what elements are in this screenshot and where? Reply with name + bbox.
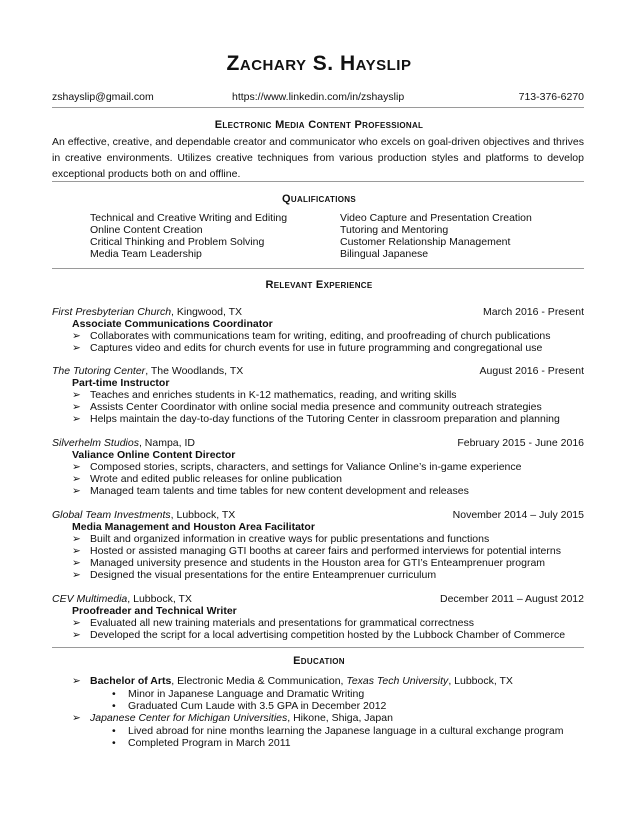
resume-name: Zachary S. Hayslip <box>226 52 412 75</box>
job-role: Media Management and Houston Area Facilitator <box>72 521 315 533</box>
summary-text: An effective, creative, and dependable creator and communicator who excels on goal-driven objectives and thrives in creative environments. Utilizes creative techniques from various production styles and platforms to develop exceptional products both on and offline. <box>52 136 584 180</box>
education-title: Education <box>293 655 345 667</box>
job-dates: December 2011 – August 2012 <box>440 593 584 605</box>
contact-linkedin: https://www.linkedin.com/in/zshayslip <box>232 91 405 103</box>
program-location: , Hikone, Shiga, Japan <box>287 712 393 724</box>
divider <box>52 181 584 182</box>
job-org: CEV Multimedia <box>52 593 128 605</box>
job-employer <box>52 306 242 318</box>
education-subitem-text: Graduated Cum Laude with 3.5 GPA in December 2012 <box>128 700 387 712</box>
arrow-bullet-icon: ➢ <box>72 712 81 724</box>
bullet-dot-icon: • <box>112 688 116 700</box>
job-org: Silverhelm Studios <box>52 437 139 449</box>
arrow-bullet-icon: ➢ <box>72 617 81 629</box>
education-subitem-text: Lived abroad for nine months learning the Japanese language in a cultural exchange program <box>128 725 564 737</box>
summary-title: Electronic Media Content Professional <box>214 119 424 131</box>
degree-location: , Lubbock, TX <box>448 675 513 687</box>
qualification-item: Technical and Creative Writing and Editing <box>90 212 288 224</box>
job-employer <box>52 593 192 605</box>
job-bullet <box>72 533 489 545</box>
program-name: Japanese Center for Michigan Universities <box>90 712 288 724</box>
job-bullet <box>72 629 565 641</box>
job-bullet <box>72 617 474 629</box>
arrow-bullet-icon: ➢ <box>72 461 81 473</box>
contact-phone: 713-376-6270 <box>518 91 584 103</box>
job-location: , Lubbock, TX <box>127 593 192 605</box>
qualification-item: Media Team Leadership <box>90 248 202 260</box>
job-employer <box>52 437 195 449</box>
qualification-item: Customer Relationship Management <box>340 236 511 248</box>
job-bullet <box>72 473 342 485</box>
job-org: First Presbyterian Church <box>52 306 172 318</box>
arrow-bullet-icon: ➢ <box>72 675 81 687</box>
qualification-item: Tutoring and Mentoring <box>340 224 449 236</box>
qualification-item: Online Content Creation <box>90 224 203 236</box>
job-bullet-text: Evaluated all new training materials and presentations for grammatical correctness <box>90 617 475 629</box>
job-org: Global Team Investments <box>52 509 171 521</box>
education-subitem-text: Minor in Japanese Language and Dramatic Writing <box>128 688 365 700</box>
divider <box>52 107 584 108</box>
education-subitem-text: Completed Program in March 2011 <box>128 737 291 749</box>
experience-title: Relevant Experience <box>265 279 373 291</box>
education-subitem <box>112 725 563 737</box>
job-dates: August 2016 - Present <box>479 365 584 377</box>
education-subitem <box>112 700 386 712</box>
job-bullet-text: Managed university presence and students in the Houston area for GTI’s Enteamprenuer program <box>90 557 546 569</box>
qualifications-right-list <box>340 212 532 260</box>
arrow-bullet-icon: ➢ <box>72 413 81 425</box>
job-location: , The Woodlands, TX <box>145 365 244 377</box>
bullet-dot-icon: • <box>112 737 116 749</box>
qualification-item: Video Capture and Presentation Creation <box>340 212 532 224</box>
job-bullet-text: Helps maintain the day-to-day functions of the Tutoring Center in classroom preparation and planning <box>90 413 560 425</box>
education-subitem <box>112 737 291 749</box>
job-dates: February 2015 - June 2016 <box>457 437 584 449</box>
job-role: Part-time Instructor <box>72 377 170 389</box>
job-bullet-text: Assists Center Coordinator with online social media presence and community outreach strategies <box>90 401 542 413</box>
job-employer <box>52 365 243 377</box>
job-bullet <box>72 401 542 413</box>
arrow-bullet-icon: ➢ <box>72 485 81 497</box>
arrow-bullet-icon: ➢ <box>72 473 81 485</box>
job-bullet <box>72 342 542 354</box>
arrow-bullet-icon: ➢ <box>72 533 81 545</box>
arrow-bullet-icon: ➢ <box>72 401 81 413</box>
qualification-item: Bilingual Japanese <box>340 248 429 260</box>
arrow-bullet-icon: ➢ <box>72 545 81 557</box>
job-role: Proofreader and Technical Writer <box>72 605 237 617</box>
bullet-dot-icon: • <box>112 700 116 712</box>
qualification-item: Critical Thinking and Problem Solving <box>90 236 265 248</box>
qualifications-left-list <box>90 212 287 260</box>
contact-email: zshayslip@gmail.com <box>52 91 154 103</box>
job-bullet <box>72 461 521 473</box>
degree-field: , Electronic Media & Communication, <box>171 675 347 687</box>
education-entry <box>72 675 513 687</box>
job-role: Valiance Online Content Director <box>72 449 236 461</box>
job-bullet-text: Captures video and edits for church events for use in future programming and congregational use <box>90 342 543 354</box>
job-bullet-text: Managed team talents and time tables for new content development and releases <box>90 485 469 497</box>
job-dates: March 2016 - Present <box>483 306 584 318</box>
job-bullet-text: Hosted or assisted managing GTI booths at career fairs and performed interviews for potential interns <box>90 545 561 557</box>
degree-school: Texas Tech University <box>346 675 449 687</box>
job-bullet <box>72 413 560 425</box>
divider <box>52 647 584 648</box>
job-bullet <box>72 569 436 581</box>
job-bullet-text: Collaborates with communications team for writing, editing, and proofreading of church publications <box>90 330 551 342</box>
qualifications-title: Qualifications <box>282 193 356 205</box>
job-role: Associate Communications Coordinator <box>72 318 273 330</box>
job-bullet <box>72 330 551 342</box>
job-location: , Kingwood, TX <box>171 306 243 318</box>
job-employer <box>52 509 235 521</box>
arrow-bullet-icon: ➢ <box>72 342 81 354</box>
job-bullet-text: Composed stories, scripts, characters, and settings for Valiance Online’s in-game experience <box>90 461 522 473</box>
arrow-bullet-icon: ➢ <box>72 389 81 401</box>
job-bullet <box>72 545 561 557</box>
arrow-bullet-icon: ➢ <box>72 629 81 641</box>
job-bullet-text: Developed the script for a local advertising competition hosted by the Lubbock Chamber of Commerce <box>90 629 566 641</box>
job-bullet-text: Designed the visual presentations for the entire Enteamprenuer curriculum <box>90 569 437 581</box>
arrow-bullet-icon: ➢ <box>72 569 81 581</box>
job-bullet-text: Teaches and enriches students in K-12 mathematics, reading, and writing skills <box>90 389 457 401</box>
job-bullet-text: Wrote and edited public releases for online publication <box>90 473 342 485</box>
degree-name: Bachelor of Arts <box>90 675 172 687</box>
education-entry <box>72 712 393 724</box>
arrow-bullet-icon: ➢ <box>72 330 81 342</box>
job-dates: November 2014 – July 2015 <box>452 509 584 521</box>
job-bullet-text: Built and organized information in creative ways for public presentations and functions <box>90 533 490 545</box>
job-location: , Lubbock, TX <box>170 509 236 521</box>
job-bullet <box>72 557 545 569</box>
education-subitem <box>112 688 364 700</box>
job-location: , Nampa, ID <box>138 437 195 449</box>
divider <box>52 268 584 269</box>
job-bullet <box>72 389 457 401</box>
arrow-bullet-icon: ➢ <box>72 557 81 569</box>
job-org: The Tutoring Center <box>52 365 146 377</box>
bullet-dot-icon: • <box>112 725 116 737</box>
job-bullet <box>72 485 469 497</box>
